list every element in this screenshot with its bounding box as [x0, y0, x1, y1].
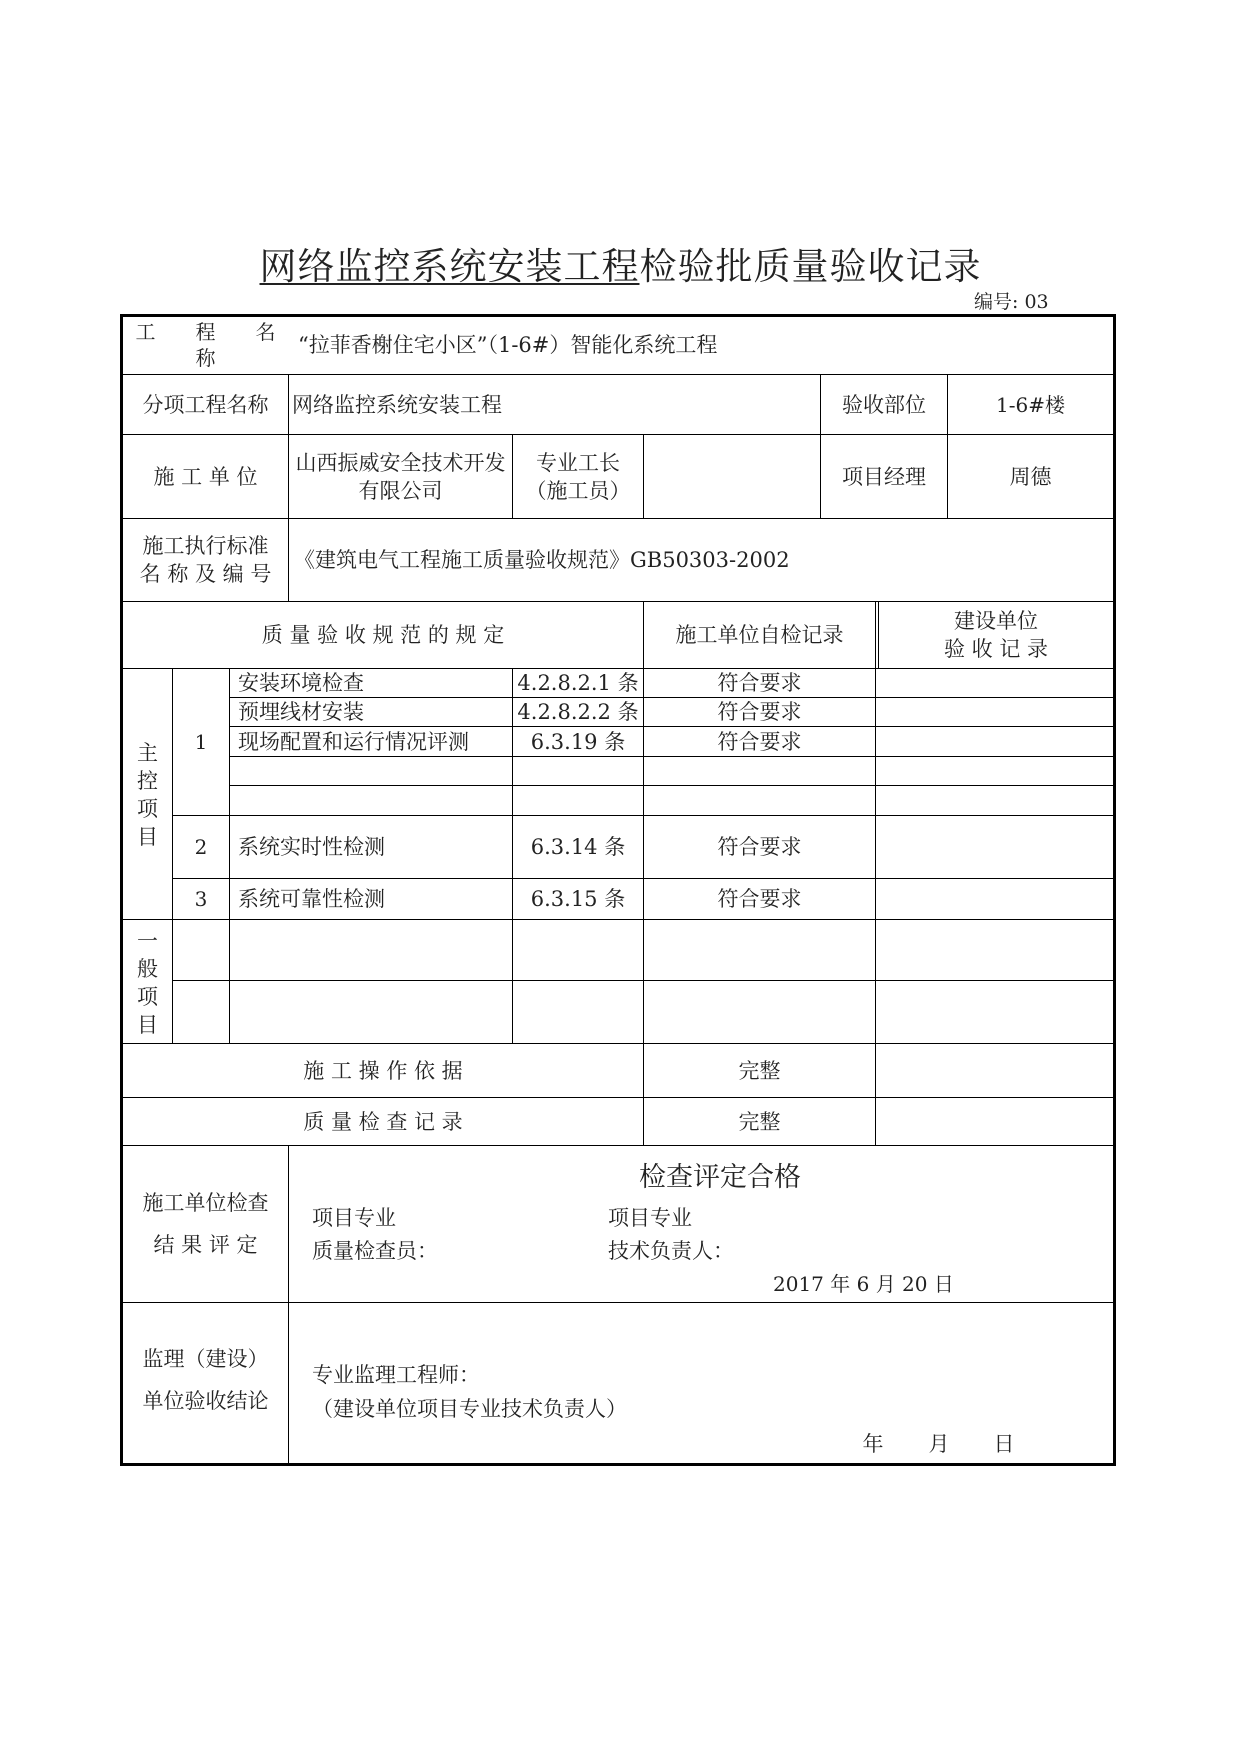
title-rest: 检验批质量验收记录 [639, 245, 982, 288]
tech-lead-label-2: 技术负责人： [608, 1239, 734, 1263]
item-clause: 6.3.19 条 [530, 729, 626, 754]
title-underlined-part: 网络监控系统安装工程 [259, 245, 640, 288]
item-name: 安装环境检查 [238, 671, 364, 695]
date-year: 年 [862, 1432, 884, 1456]
evaluation-result: 检查评定合格 [639, 1162, 801, 1193]
acceptance-part-label: 验收部位 [842, 392, 926, 417]
item-name: 系统实时性检测 [238, 835, 385, 859]
date-month: 月 [928, 1432, 950, 1456]
page-title [0, 236, 1241, 290]
tech-lead-label-1: 项目专业 [608, 1206, 692, 1230]
quality-inspector-label-2: 质量检查员： [312, 1239, 438, 1263]
item-name: 系统可靠性检测 [238, 887, 385, 911]
standard-name: 《建筑电气工程施工质量验收规范》GB50303-2002 [294, 548, 790, 572]
item-clause: 4.2.8.2.1 条 [517, 671, 639, 695]
project-name: “拉菲香榭住宅小区”（1-6#）智能化系统工程 [298, 333, 718, 357]
owner-header: 建设单位 验 收 记 录 [943, 609, 1049, 661]
general-items-group-label: 一 般 项 目 [137, 929, 158, 1037]
spec-header: 质 量 验 收 规 范 的 规 定 [261, 623, 505, 647]
item-name: 现场配置和运行情况评测 [238, 729, 469, 754]
sub-project-name: 网络监控系统安装工程 [292, 392, 502, 417]
item-result: 符合要求 [717, 729, 802, 754]
item-number: 1 [194, 730, 208, 754]
self-check-header: 施工单位自检记录 [675, 623, 844, 647]
acceptance-part: 1-6#楼 [996, 392, 1065, 417]
contractor-name: 山西振威安全技术开发 有限公司 [295, 450, 506, 503]
project-manager-name: 周德 [1009, 464, 1052, 489]
item-number: 2 [194, 835, 208, 859]
quality-record-label: 质 量 检 查 记 录 [303, 1109, 463, 1134]
item-clause: 6.3.15 条 [530, 887, 626, 911]
evaluation-date: 2017 年 6 月 20 日 [773, 1272, 954, 1296]
operation-basis-value: 完整 [738, 1058, 781, 1083]
document-number: 编号: 03 [974, 291, 1049, 313]
date-day: 日 [993, 1432, 1015, 1456]
quality-inspector-label-1: 项目专业 [312, 1206, 396, 1230]
supervising-engineer-label: 专业监理工程师： [312, 1363, 480, 1387]
supervisor-conclusion-label: 监理（建设） 单位验收结论 [142, 1347, 269, 1413]
item-result: 符合要求 [717, 887, 802, 911]
standard-label: 施工执行标准 名 称 及 编 号 [139, 534, 272, 586]
item-name: 预埋线材安装 [238, 700, 364, 724]
item-result: 符合要求 [717, 700, 802, 724]
sub-project-label: 分项工程名称 [142, 392, 269, 417]
item-clause: 4.2.8.2.2 条 [517, 700, 639, 724]
contractor-label: 施 工 单 位 [153, 464, 258, 489]
item-clause: 6.3.14 条 [530, 835, 626, 859]
owner-tech-lead-label: （建设单位项目专业技术负责人） [312, 1397, 627, 1421]
contractor-evaluation-label: 施工单位检查 结 果 评 定 [142, 1191, 269, 1257]
item-result: 符合要求 [717, 671, 802, 695]
item-result: 符合要求 [717, 835, 802, 859]
operation-basis-label: 施 工 操 作 依 据 [303, 1058, 463, 1083]
main-items-group-label: 主 控 项 目 [137, 741, 158, 849]
item-number: 3 [194, 887, 208, 911]
project-manager-label: 项目经理 [842, 464, 926, 489]
project-name-label: 工 程 名 称 [135, 320, 296, 370]
foreman-label: 专业工长 （施工员） [525, 450, 631, 503]
quality-record-value: 完整 [738, 1109, 781, 1134]
